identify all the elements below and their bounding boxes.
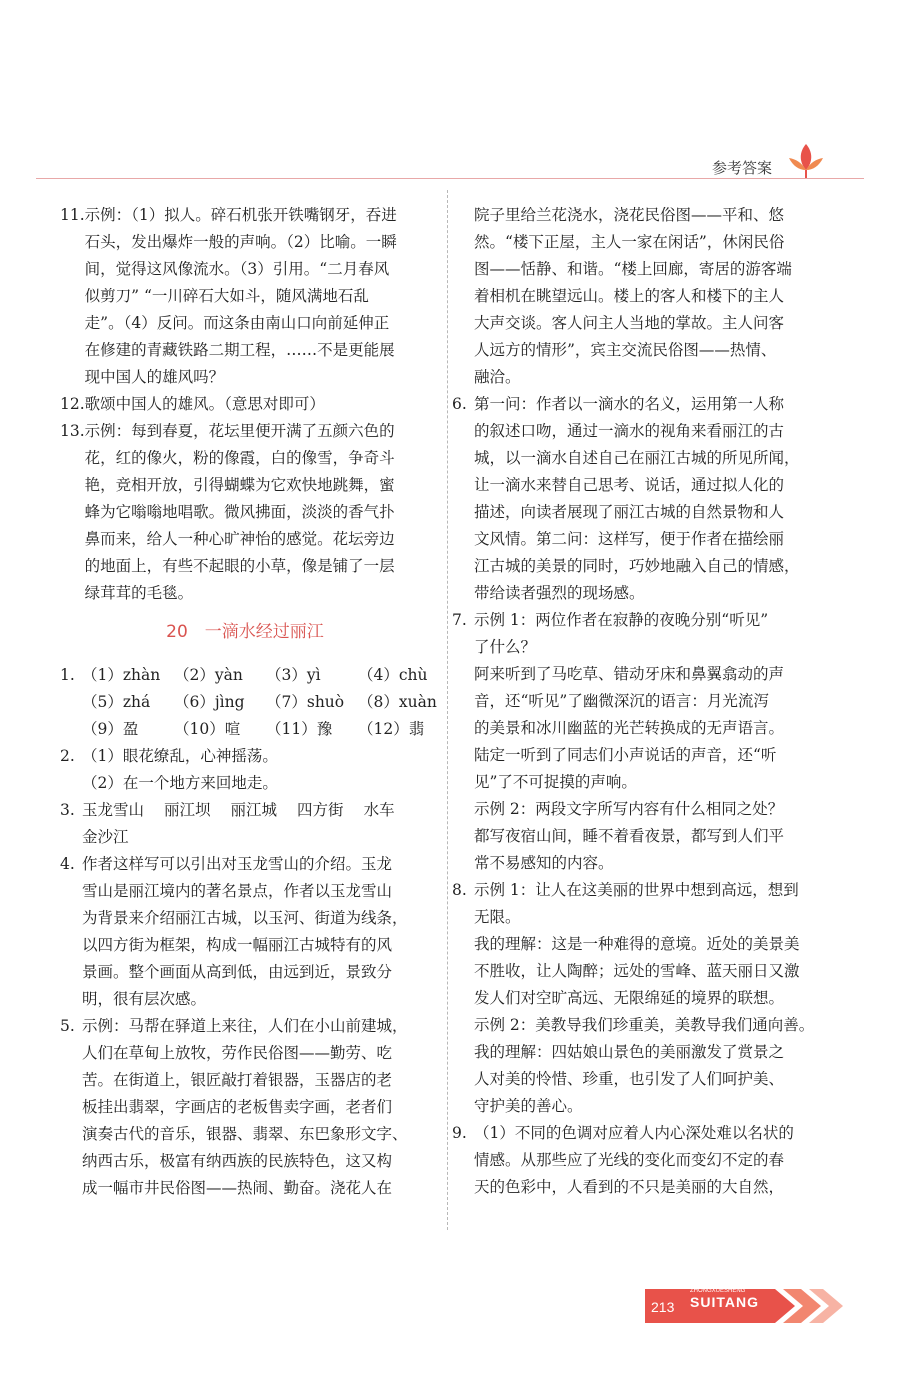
text-line: 作者这样写可以引出对玉龙雪山的介绍。玉龙 <box>82 855 393 873</box>
answer-text <box>474 877 824 1120</box>
pinyin-row <box>82 662 450 689</box>
answer-number: 1. <box>60 666 75 684</box>
pinyin-cell: （1）zhàn <box>82 666 161 684</box>
answer-4 <box>60 851 430 1013</box>
text-line: 无限。 <box>474 908 521 926</box>
answer-number: 3. <box>60 801 75 819</box>
place-item: 丽江城 <box>230 801 278 819</box>
text-line: 的地面上，有些不起眼的小草，像是铺了一层 <box>84 557 395 575</box>
answer-number: 11. <box>60 206 85 224</box>
answer-text <box>474 1120 824 1201</box>
text-line: （1）不同的色调对应着人内心深处难以名状的 <box>474 1124 794 1142</box>
text-line: 间，觉得这风像流水。（3）引用。“二月春风 <box>84 260 390 278</box>
text-line: 人远方的情形”，宾主交流民俗图——热情、 <box>474 341 777 359</box>
text-line: 示例 1：两位作者在寂静的夜晚分别“听见” <box>474 611 769 629</box>
text-line: 的叙述口吻，通过一滴水的视角来看丽江的古 <box>474 422 785 440</box>
text-line: 明，很有层次感。 <box>82 990 207 1008</box>
answer-number: 12. <box>60 395 85 413</box>
text-line: 人对美的怜惜、珍重，也引发了人们呵护美、 <box>474 1070 785 1088</box>
answer-3 <box>60 797 430 851</box>
answer-number: 9. <box>452 1124 467 1142</box>
answer-number: 5. <box>60 1017 75 1035</box>
pinyin-cell: （3）yì <box>266 666 321 684</box>
answer-text <box>474 391 824 607</box>
text-line: 陆定一听到了同志们小声说话的声音，还“听 <box>474 746 777 764</box>
text-line: 图——恬静、和谐。“楼上回廊，寄居的游客端 <box>474 260 792 278</box>
answer-5-continued <box>452 202 824 391</box>
answer-number: 13. <box>60 422 85 440</box>
pinyin-cell: （7）shuò <box>266 693 345 711</box>
text-line: 的美景和冰川幽蓝的光芒转换成的无声语言。 <box>474 719 785 737</box>
text-line: 为背景来介绍丽江古城，以玉河、街道为线条， <box>82 909 408 927</box>
text-line: 见”了不可捉摸的声响。 <box>474 773 637 791</box>
text-line: （1）眼花缭乱，心神摇荡。 <box>82 747 278 765</box>
text-line: 演奏古代的音乐，银器、翡翠、东巴象形文字、 <box>82 1125 408 1143</box>
text-line: 似剪刀” “一川碎石大如斗，随风满地石乱 <box>84 287 369 305</box>
answer-11 <box>60 202 430 391</box>
text-line: 示例：马帮在驿道上来往，人们在小山前建城， <box>82 1017 408 1035</box>
text-line: 石头，发出爆炸一般的声响。（2）比喻。一瞬 <box>84 233 397 251</box>
answer-text: 歌颂中国人的雄风。（意思对即可） <box>84 395 325 413</box>
pinyin-row <box>82 716 450 743</box>
text-line: 我的理解：这是一种难得的意境。近处的美景美 <box>474 935 800 953</box>
text-line: 院子里给兰花浇水，浇花民俗图——平和、悠 <box>474 206 785 224</box>
text-line: 城，以一滴水自述自己在丽江古城的所见所闻， <box>474 449 800 467</box>
place-list <box>82 797 430 824</box>
answer-text <box>85 418 430 607</box>
text-line: 以四方街为框架，构成一幅丽江古城特有的风 <box>82 936 393 954</box>
text-line: （2）在一个地方来回地走。 <box>82 774 278 792</box>
text-line: 示例：（1）拟人。碎石机张开铁嘴钢牙，吞进 <box>84 206 397 224</box>
text-line: 人们在草甸上放牧，劳作民俗图——勤劳、吃 <box>82 1044 393 1062</box>
text-line: 鼻而来，给人一种心旷神怡的感觉。花坛旁边 <box>84 530 395 548</box>
section-title: 20 一滴水经过丽江 <box>166 622 324 642</box>
place-item: 玉龙雪山 <box>82 801 145 819</box>
answer-9 <box>452 1120 824 1201</box>
text-line: 成一幅市井民俗图——热闹、勤奋。浇花人在 <box>82 1179 393 1197</box>
answer-12 <box>60 391 430 418</box>
answer-number: 7. <box>452 611 467 629</box>
pinyin-cell: （4）chù <box>358 666 428 684</box>
pinyin-cell: （5）zhá <box>82 693 151 711</box>
text-line: 花，红的像火，粉的像霞，白的像雪，争奇斗 <box>84 449 395 467</box>
answer-number: 6. <box>452 395 467 413</box>
answer-text <box>82 1013 430 1202</box>
header-label: 参考答案 <box>712 159 773 177</box>
text-line: 示例 2：两段文字所写内容有什么相同之处？ <box>474 800 784 818</box>
text-line: 带给读者强烈的现场感。 <box>474 584 645 602</box>
text-line: 绿茸茸的毛毯。 <box>84 584 194 602</box>
answer-2 <box>60 743 430 797</box>
answer-13 <box>60 418 430 607</box>
pinyin-cell: （12）翡 <box>358 720 425 738</box>
text-line: 第一问：作者以一滴水的名义，运用第一人称 <box>474 395 785 413</box>
pinyin-grid <box>82 662 450 743</box>
answer-text <box>474 607 824 877</box>
answer-number: 4. <box>60 855 75 873</box>
page-number: 213 <box>651 1299 675 1315</box>
answer-text <box>85 202 430 391</box>
place-item: 水车 <box>363 801 395 819</box>
text-line: 走”。（4）反问。而这条由南山口向前延伸正 <box>84 314 390 332</box>
answer-number: 2. <box>60 747 75 765</box>
text-line: 苦。在街道上，银匠敲打着银器，玉器店的老 <box>82 1071 393 1089</box>
text-line: 描述，向读者展现了丽江古城的自然景物和人 <box>474 503 785 521</box>
text-line: 现中国人的雄风吗？ <box>84 368 225 386</box>
text-line: 让一滴水来替自己思考、说话，通过拟人化的 <box>474 476 785 494</box>
text-line: 大声交谈。客人问主人当地的掌故。主人问客 <box>474 314 785 332</box>
answer-5 <box>60 1013 430 1202</box>
text-line: 文风情。第二问：这样写，便于作者在描绘丽 <box>474 530 785 548</box>
pinyin-cell: （6）jìng <box>174 693 245 711</box>
pinyin-cell: （9）盈 <box>82 720 139 738</box>
text-line: 天的色彩中，人看到的不只是美丽的大自然， <box>474 1178 785 1196</box>
text-line: 都写夜宿山间，睡不着看夜景，都写到人们平 <box>474 827 785 845</box>
place-item: 丽江坝 <box>164 801 211 819</box>
text-line: 情感。从那些应了光线的变化而变幻不定的春 <box>474 1151 785 1169</box>
answer-7 <box>452 607 824 877</box>
text-line: 示例：每到春夏，花坛里便开满了五颜六色的 <box>84 422 395 440</box>
brand-small-text: ZHONGXUESHENG <box>690 1288 746 1294</box>
brand-text: SUITANG <box>690 1294 759 1310</box>
text-line: 常不易感知的内容。 <box>474 854 614 872</box>
text-line: 在修建的青藏铁路二期工程，……不是更能展 <box>84 341 395 359</box>
pinyin-cell: （8）xuàn <box>358 693 437 711</box>
text-line: 示例 2：美教导我们珍重美，美教导我们通向善。 <box>474 1016 815 1034</box>
text-line: 雪山是丽江境内的著名景点，作者以玉龙雪山 <box>82 882 393 900</box>
pinyin-cell: （2）yàn <box>174 666 243 684</box>
answer-1 <box>60 662 437 743</box>
text-line: 板挂出翡翠，字画店的老板售卖字画，老者们 <box>82 1098 393 1116</box>
answer-8 <box>452 877 824 1120</box>
leaf-logo-icon <box>783 140 829 180</box>
answer-6 <box>452 391 824 607</box>
text-line: 江古城的美景的同时，巧妙地融入自己的情感， <box>474 557 800 575</box>
text-line: 蜂为它嗡嗡地唱歌。微风拂面，淡淡的香气扑 <box>84 503 395 521</box>
answer-number: 8. <box>452 881 467 899</box>
text-line: 我的理解：四姑娘山景色的美丽激发了赏景之 <box>474 1043 785 1061</box>
place-item: 金沙江 <box>82 828 129 846</box>
text-line: 景画。整个画面从高到低，由远到近，景致分 <box>82 963 393 981</box>
text-line: 守护美的善心。 <box>474 1097 583 1115</box>
text-line: 艳，竞相开放，引得蝴蝶为它欢快地跳舞，蜜 <box>84 476 395 494</box>
answer-text <box>82 851 430 1013</box>
text-line: 阿来听到了马吃草、错动牙床和鼻翼翕动的声 <box>474 665 785 683</box>
answer-text <box>82 797 430 851</box>
pinyin-cell: （10）喧 <box>174 720 241 738</box>
pinyin-row <box>82 689 450 716</box>
header-divider <box>36 178 864 179</box>
place-item: 四方街 <box>297 801 344 819</box>
text-line: 示例 1：让人在这美丽的世界中想到高远，想到 <box>474 881 799 899</box>
text-line: 纳西古乐，极富有纳西族的民族特色，这又构 <box>82 1152 393 1170</box>
text-line: 音，还“听见”了幽微深沉的语言：月光流泻 <box>474 692 769 710</box>
text-line: 发人们对空旷高远、无限绵延的境界的联想。 <box>474 989 785 1007</box>
answer-text <box>82 743 430 797</box>
pinyin-cell: （11）豫 <box>266 720 333 738</box>
left-column <box>60 202 437 1202</box>
text-line: 着相机在眺望远山。楼上的客人和楼下的主人 <box>474 287 785 305</box>
text-line: 不胜收，让人陶醉；远处的雪峰、蓝天丽日又激 <box>474 962 800 980</box>
text-line: 然。“楼下正屋，主人一家在闲话”，休闲民俗 <box>474 233 785 251</box>
text-line: 了什么？ <box>474 638 537 656</box>
right-column <box>452 202 824 1201</box>
text-line: 融洽。 <box>474 368 521 386</box>
